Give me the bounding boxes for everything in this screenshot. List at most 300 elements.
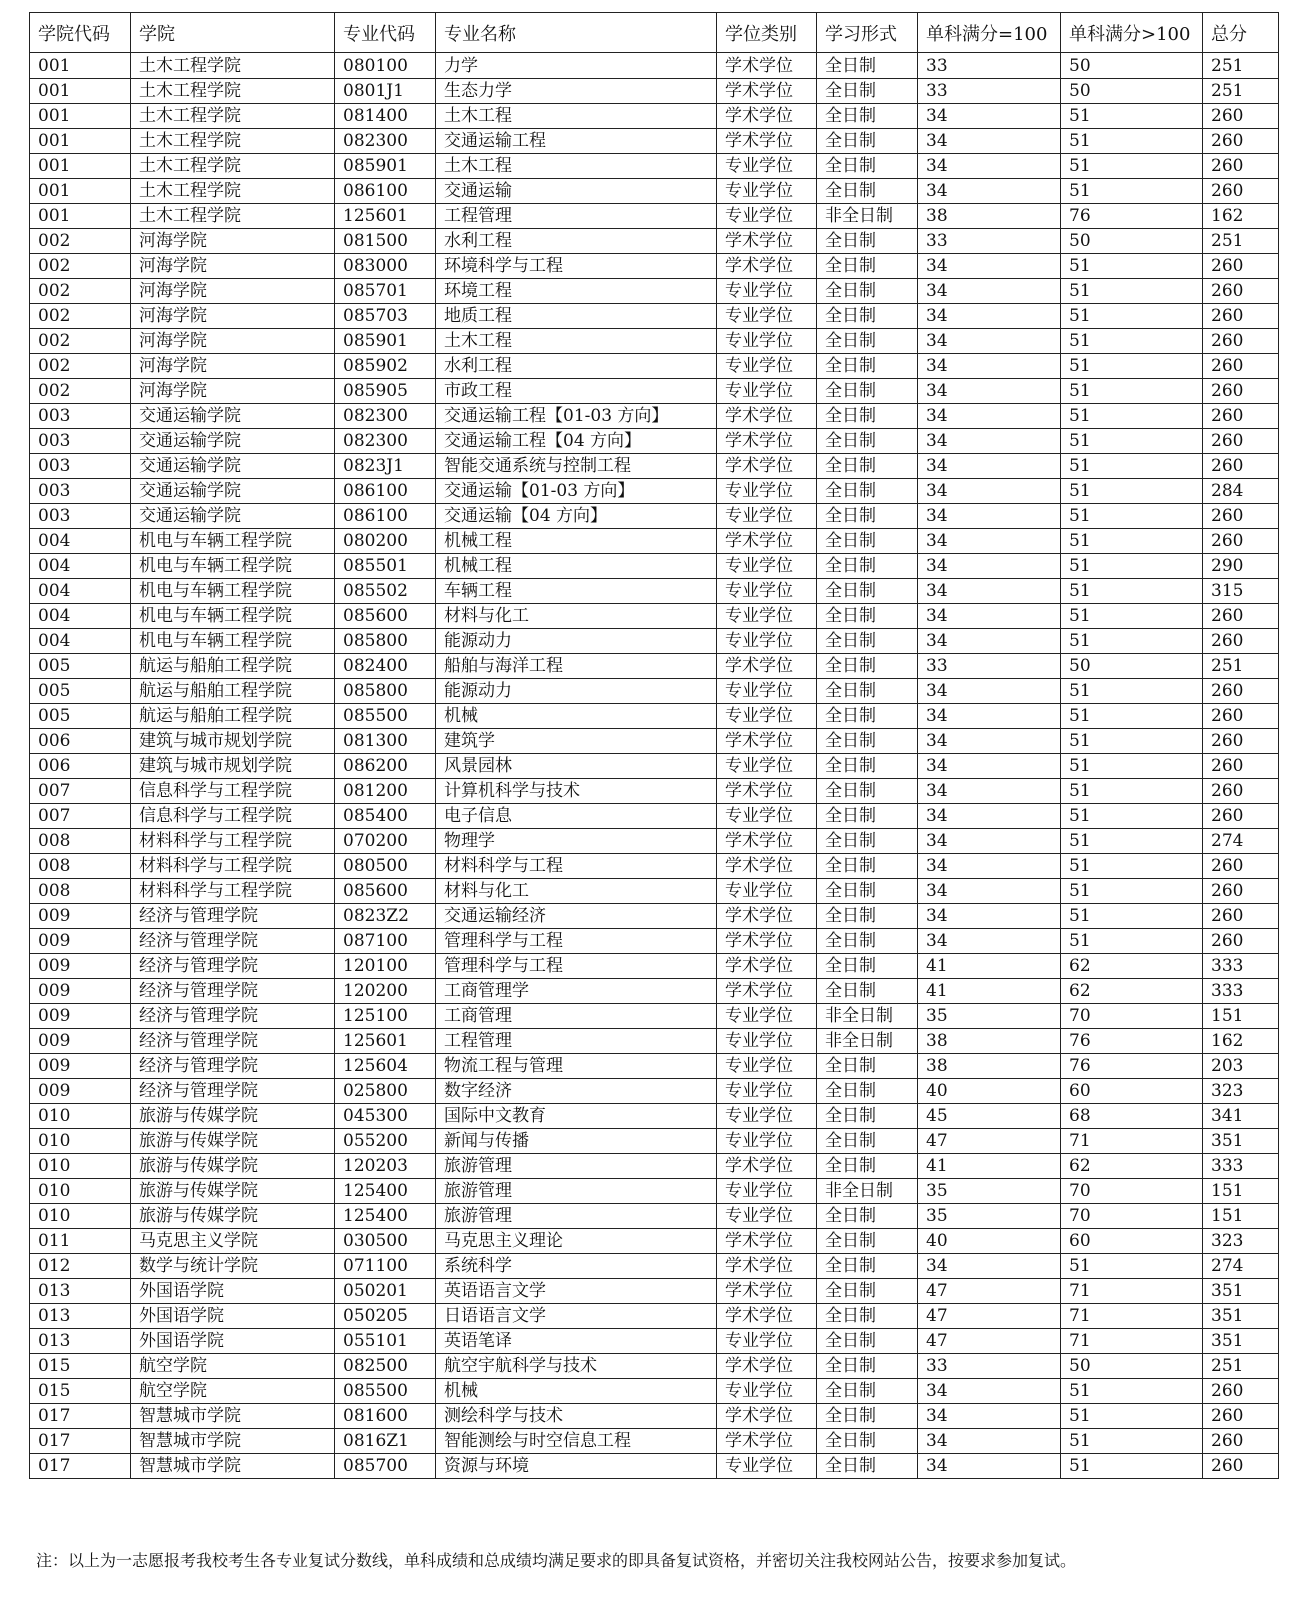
table-row bbox=[30, 729, 1279, 754]
college-code-cell: 002 bbox=[30, 329, 131, 354]
study-mode-cell: 全日制 bbox=[817, 329, 918, 354]
single-100-cell: 34 bbox=[918, 554, 1061, 579]
total-cell: 260 bbox=[1203, 129, 1279, 154]
major-code-cell: 085901 bbox=[335, 329, 436, 354]
degree-type-cell: 学术学位 bbox=[717, 1229, 817, 1254]
major-name-cell: 交通运输【04 方向】 bbox=[436, 504, 717, 529]
table-row bbox=[30, 1329, 1279, 1354]
college-cell: 航空学院 bbox=[131, 1379, 335, 1404]
total-cell: 260 bbox=[1203, 929, 1279, 954]
table-header bbox=[30, 13, 1279, 53]
study-mode-cell: 全日制 bbox=[817, 229, 918, 254]
single-over-100-cell: 50 bbox=[1061, 654, 1203, 679]
college-cell: 马克思主义学院 bbox=[131, 1229, 335, 1254]
total-cell: 274 bbox=[1203, 1254, 1279, 1279]
college-cell: 土木工程学院 bbox=[131, 179, 335, 204]
degree-type-cell: 专业学位 bbox=[717, 679, 817, 704]
degree-type-cell: 专业学位 bbox=[717, 304, 817, 329]
college-cell: 机电与车辆工程学院 bbox=[131, 629, 335, 654]
single-100-cell: 34 bbox=[918, 779, 1061, 804]
single-100-cell: 34 bbox=[918, 1429, 1061, 1454]
single-over-100-cell: 51 bbox=[1061, 679, 1203, 704]
major-name-cell: 材料与化工 bbox=[436, 879, 717, 904]
table-row bbox=[30, 1079, 1279, 1104]
single-100-cell: 34 bbox=[918, 579, 1061, 604]
major-name-cell: 航空宇航科学与技术 bbox=[436, 1354, 717, 1379]
degree-type-cell: 学术学位 bbox=[717, 229, 817, 254]
college-code-cell: 015 bbox=[30, 1379, 131, 1404]
degree-type-cell: 专业学位 bbox=[717, 629, 817, 654]
table-row bbox=[30, 1404, 1279, 1429]
study-mode-cell: 全日制 bbox=[817, 454, 918, 479]
college-cell: 外国语学院 bbox=[131, 1329, 335, 1354]
table-row bbox=[30, 704, 1279, 729]
college-cell: 旅游与传媒学院 bbox=[131, 1154, 335, 1179]
major-name-cell: 材料科学与工程 bbox=[436, 854, 717, 879]
single-over-100-cell: 70 bbox=[1061, 1004, 1203, 1029]
college-code-cell: 017 bbox=[30, 1454, 131, 1479]
major-name-header: 专业名称 bbox=[436, 13, 717, 53]
college-code-cell: 003 bbox=[30, 429, 131, 454]
single-100-cell: 34 bbox=[918, 829, 1061, 854]
study-mode-cell: 全日制 bbox=[817, 679, 918, 704]
college-code-cell: 002 bbox=[30, 254, 131, 279]
table-row bbox=[30, 1304, 1279, 1329]
degree-type-cell: 专业学位 bbox=[717, 179, 817, 204]
study-mode-cell: 非全日制 bbox=[817, 1004, 918, 1029]
study-mode-cell: 全日制 bbox=[817, 254, 918, 279]
single-over-100-cell: 51 bbox=[1061, 1454, 1203, 1479]
degree-type-cell: 专业学位 bbox=[717, 379, 817, 404]
college-code-cell: 017 bbox=[30, 1404, 131, 1429]
major-code-cell: 085501 bbox=[335, 554, 436, 579]
study-mode-cell: 全日制 bbox=[817, 504, 918, 529]
single-over-100-cell: 51 bbox=[1061, 804, 1203, 829]
study-mode-cell: 全日制 bbox=[817, 1279, 918, 1304]
total-cell: 260 bbox=[1203, 904, 1279, 929]
major-code-cell: 085600 bbox=[335, 879, 436, 904]
table-row bbox=[30, 1054, 1279, 1079]
study-mode-cell: 全日制 bbox=[817, 354, 918, 379]
table-row bbox=[30, 1004, 1279, 1029]
total-cell: 251 bbox=[1203, 1354, 1279, 1379]
study-mode-cell: 全日制 bbox=[817, 429, 918, 454]
college-cell: 交通运输学院 bbox=[131, 454, 335, 479]
college-cell: 旅游与传媒学院 bbox=[131, 1104, 335, 1129]
study-mode-cell: 全日制 bbox=[817, 104, 918, 129]
college-cell: 河海学院 bbox=[131, 304, 335, 329]
college-code-cell: 011 bbox=[30, 1229, 131, 1254]
single-over-100-cell: 51 bbox=[1061, 729, 1203, 754]
single-100-cell: 34 bbox=[918, 429, 1061, 454]
single-100-cell: 40 bbox=[918, 1079, 1061, 1104]
major-name-cell: 水利工程 bbox=[436, 354, 717, 379]
degree-type-cell: 专业学位 bbox=[717, 1379, 817, 1404]
college-cell: 旅游与传媒学院 bbox=[131, 1179, 335, 1204]
college-cell: 交通运输学院 bbox=[131, 404, 335, 429]
study-mode-cell: 全日制 bbox=[817, 704, 918, 729]
study-mode-cell: 全日制 bbox=[817, 1154, 918, 1179]
total-cell: 351 bbox=[1203, 1304, 1279, 1329]
major-code-cell: 085902 bbox=[335, 354, 436, 379]
college-cell: 旅游与传媒学院 bbox=[131, 1204, 335, 1229]
single-100-cell: 34 bbox=[918, 454, 1061, 479]
college-cell: 材料科学与工程学院 bbox=[131, 879, 335, 904]
college-cell: 信息科学与工程学院 bbox=[131, 804, 335, 829]
degree-type-header: 学位类别 bbox=[717, 13, 817, 53]
college-cell: 旅游与传媒学院 bbox=[131, 1129, 335, 1154]
degree-type-cell: 专业学位 bbox=[717, 579, 817, 604]
single-over-100-cell: 51 bbox=[1061, 104, 1203, 129]
single-over-100-cell: 71 bbox=[1061, 1129, 1203, 1154]
total-cell: 151 bbox=[1203, 1179, 1279, 1204]
single-100-cell: 34 bbox=[918, 679, 1061, 704]
major-name-cell: 机械工程 bbox=[436, 529, 717, 554]
major-name-cell: 能源动力 bbox=[436, 679, 717, 704]
total-cell: 333 bbox=[1203, 979, 1279, 1004]
study-mode-cell: 全日制 bbox=[817, 954, 918, 979]
study-mode-cell: 全日制 bbox=[817, 379, 918, 404]
single-over-100-cell: 50 bbox=[1061, 229, 1203, 254]
table-row bbox=[30, 954, 1279, 979]
study-mode-cell: 全日制 bbox=[817, 154, 918, 179]
major-name-cell: 系统科学 bbox=[436, 1254, 717, 1279]
single-100-cell: 34 bbox=[918, 729, 1061, 754]
total-cell: 351 bbox=[1203, 1129, 1279, 1154]
total-cell: 260 bbox=[1203, 279, 1279, 304]
single-over-100-cell: 51 bbox=[1061, 404, 1203, 429]
college-cell: 信息科学与工程学院 bbox=[131, 779, 335, 804]
college-cell: 外国语学院 bbox=[131, 1279, 335, 1304]
study-mode-cell: 全日制 bbox=[817, 1429, 918, 1454]
degree-type-cell: 学术学位 bbox=[717, 904, 817, 929]
single-100-cell: 34 bbox=[918, 604, 1061, 629]
single-over-100-cell: 51 bbox=[1061, 154, 1203, 179]
degree-type-cell: 学术学位 bbox=[717, 129, 817, 154]
college-code-cell: 001 bbox=[30, 104, 131, 129]
total-cell: 260 bbox=[1203, 379, 1279, 404]
total-cell: 162 bbox=[1203, 204, 1279, 229]
table-row bbox=[30, 1229, 1279, 1254]
college-code-cell: 007 bbox=[30, 804, 131, 829]
major-code-cell: 081400 bbox=[335, 104, 436, 129]
single-over-100-cell: 51 bbox=[1061, 1254, 1203, 1279]
single-over-100-cell: 71 bbox=[1061, 1279, 1203, 1304]
degree-type-cell: 专业学位 bbox=[717, 479, 817, 504]
table-row bbox=[30, 579, 1279, 604]
degree-type-cell: 学术学位 bbox=[717, 254, 817, 279]
single-100-cell: 34 bbox=[918, 179, 1061, 204]
single-over-100-cell: 51 bbox=[1061, 1404, 1203, 1429]
degree-type-cell: 学术学位 bbox=[717, 729, 817, 754]
college-cell: 土木工程学院 bbox=[131, 104, 335, 129]
study-mode-cell: 全日制 bbox=[817, 554, 918, 579]
major-code-cell: 086200 bbox=[335, 754, 436, 779]
major-code-cell: 082300 bbox=[335, 129, 436, 154]
college-cell: 智慧城市学院 bbox=[131, 1404, 335, 1429]
major-name-cell: 物理学 bbox=[436, 829, 717, 854]
table-row bbox=[30, 654, 1279, 679]
major-name-cell: 英语语言文学 bbox=[436, 1279, 717, 1304]
college-code-cell: 006 bbox=[30, 729, 131, 754]
college-code-cell: 001 bbox=[30, 53, 131, 79]
college-cell: 航空学院 bbox=[131, 1354, 335, 1379]
major-code-cell: 082300 bbox=[335, 404, 436, 429]
single-over-100-cell: 51 bbox=[1061, 504, 1203, 529]
footnote: 注：以上为一志愿报考我校考生各专业复试分数线，单科成绩和总成绩均满足要求的即具备复试资格，并密切关注我校网站公告，按要求参加复试。 bbox=[36, 1551, 1077, 1570]
single-100-cell: 35 bbox=[918, 1179, 1061, 1204]
degree-type-cell: 学术学位 bbox=[717, 1154, 817, 1179]
single-100-cell: 34 bbox=[918, 479, 1061, 504]
total-cell: 260 bbox=[1203, 704, 1279, 729]
single-over-100-cell: 51 bbox=[1061, 179, 1203, 204]
degree-type-cell: 学术学位 bbox=[717, 53, 817, 79]
single-100-cell: 34 bbox=[918, 904, 1061, 929]
total-cell: 260 bbox=[1203, 404, 1279, 429]
single-100-cell: 34 bbox=[918, 529, 1061, 554]
major-code-cell: 0823J1 bbox=[335, 454, 436, 479]
total-cell: 315 bbox=[1203, 579, 1279, 604]
single-100-cell: 34 bbox=[918, 504, 1061, 529]
table-row bbox=[30, 1179, 1279, 1204]
table-row bbox=[30, 304, 1279, 329]
college-code-cell: 007 bbox=[30, 779, 131, 804]
single-100-cell: 33 bbox=[918, 229, 1061, 254]
study-mode-cell: 全日制 bbox=[817, 179, 918, 204]
single-100-cell: 33 bbox=[918, 79, 1061, 104]
major-code-cell: 085905 bbox=[335, 379, 436, 404]
single-100-cell: 34 bbox=[918, 1404, 1061, 1429]
college-cell: 土木工程学院 bbox=[131, 129, 335, 154]
major-code-cell: 082500 bbox=[335, 1354, 436, 1379]
score-table bbox=[29, 12, 1279, 1479]
total-header: 总分 bbox=[1203, 13, 1279, 53]
total-cell: 323 bbox=[1203, 1229, 1279, 1254]
college-code-cell: 004 bbox=[30, 629, 131, 654]
single-over-100-cell: 51 bbox=[1061, 454, 1203, 479]
major-name-cell: 英语笔译 bbox=[436, 1329, 717, 1354]
table-row bbox=[30, 904, 1279, 929]
table-row bbox=[30, 979, 1279, 1004]
college-code-cell: 009 bbox=[30, 1029, 131, 1054]
major-code-cell: 055101 bbox=[335, 1329, 436, 1354]
major-code-cell: 125400 bbox=[335, 1179, 436, 1204]
major-name-cell: 交通运输 bbox=[436, 179, 717, 204]
study-mode-cell: 全日制 bbox=[817, 929, 918, 954]
single-over-100-cell: 51 bbox=[1061, 304, 1203, 329]
college-code-cell: 004 bbox=[30, 554, 131, 579]
college-cell: 材料科学与工程学院 bbox=[131, 854, 335, 879]
total-cell: 323 bbox=[1203, 1079, 1279, 1104]
college-cell: 经济与管理学院 bbox=[131, 1029, 335, 1054]
degree-type-cell: 学术学位 bbox=[717, 454, 817, 479]
single-100-cell: 41 bbox=[918, 954, 1061, 979]
single-over-100-cell: 76 bbox=[1061, 1029, 1203, 1054]
college-cell: 航运与船舶工程学院 bbox=[131, 679, 335, 704]
table-row bbox=[30, 1029, 1279, 1054]
table-row bbox=[30, 929, 1279, 954]
single-over-100-cell: 70 bbox=[1061, 1179, 1203, 1204]
table-row bbox=[30, 379, 1279, 404]
single-100-cell: 38 bbox=[918, 1029, 1061, 1054]
college-code-cell: 015 bbox=[30, 1354, 131, 1379]
single-over-100-cell: 51 bbox=[1061, 279, 1203, 304]
single-over-100-cell: 51 bbox=[1061, 879, 1203, 904]
total-cell: 260 bbox=[1203, 854, 1279, 879]
degree-type-cell: 专业学位 bbox=[717, 804, 817, 829]
college-code-cell: 002 bbox=[30, 304, 131, 329]
major-code-cell: 080100 bbox=[335, 53, 436, 79]
college-code-cell: 009 bbox=[30, 954, 131, 979]
major-code-cell: 0823Z2 bbox=[335, 904, 436, 929]
college-code-cell: 017 bbox=[30, 1429, 131, 1454]
single-100-cell: 41 bbox=[918, 1154, 1061, 1179]
major-name-cell: 智能测绘与时空信息工程 bbox=[436, 1429, 717, 1454]
header-row bbox=[30, 13, 1279, 53]
total-cell: 260 bbox=[1203, 754, 1279, 779]
degree-type-cell: 专业学位 bbox=[717, 1079, 817, 1104]
major-name-cell: 旅游管理 bbox=[436, 1154, 717, 1179]
major-code-cell: 082300 bbox=[335, 429, 436, 454]
single-100-cell: 33 bbox=[918, 1354, 1061, 1379]
single-100-cell: 34 bbox=[918, 1454, 1061, 1479]
single-100-cell: 34 bbox=[918, 404, 1061, 429]
major-name-cell: 机械 bbox=[436, 704, 717, 729]
major-name-cell: 交通运输经济 bbox=[436, 904, 717, 929]
college-cell: 经济与管理学院 bbox=[131, 1004, 335, 1029]
table-row bbox=[30, 829, 1279, 854]
college-code-cell: 012 bbox=[30, 1254, 131, 1279]
study-mode-cell: 全日制 bbox=[817, 804, 918, 829]
degree-type-cell: 专业学位 bbox=[717, 1004, 817, 1029]
table-row bbox=[30, 154, 1279, 179]
table-row bbox=[30, 754, 1279, 779]
college-cell: 河海学院 bbox=[131, 229, 335, 254]
major-name-cell: 旅游管理 bbox=[436, 1204, 717, 1229]
total-cell: 260 bbox=[1203, 504, 1279, 529]
degree-type-cell: 专业学位 bbox=[717, 1454, 817, 1479]
college-cell: 土木工程学院 bbox=[131, 204, 335, 229]
degree-type-cell: 专业学位 bbox=[717, 1129, 817, 1154]
total-cell: 260 bbox=[1203, 529, 1279, 554]
college-code-cell: 005 bbox=[30, 704, 131, 729]
degree-type-cell: 学术学位 bbox=[717, 429, 817, 454]
college-code-cell: 002 bbox=[30, 354, 131, 379]
study-mode-cell: 全日制 bbox=[817, 904, 918, 929]
major-code-header: 专业代码 bbox=[335, 13, 436, 53]
major-code-cell: 085400 bbox=[335, 804, 436, 829]
major-name-cell: 土木工程 bbox=[436, 154, 717, 179]
single-100-cell: 47 bbox=[918, 1304, 1061, 1329]
college-code-cell: 010 bbox=[30, 1154, 131, 1179]
degree-type-cell: 专业学位 bbox=[717, 1029, 817, 1054]
table-row bbox=[30, 179, 1279, 204]
major-code-cell: 120203 bbox=[335, 1154, 436, 1179]
table-row bbox=[30, 1429, 1279, 1454]
single-over-100-cell: 50 bbox=[1061, 79, 1203, 104]
college-cell: 材料科学与工程学院 bbox=[131, 829, 335, 854]
major-name-cell: 机械 bbox=[436, 1379, 717, 1404]
major-name-cell: 土木工程 bbox=[436, 329, 717, 354]
single-100-cell: 35 bbox=[918, 1204, 1061, 1229]
table-row bbox=[30, 354, 1279, 379]
total-cell: 260 bbox=[1203, 304, 1279, 329]
college-cell: 建筑与城市规划学院 bbox=[131, 754, 335, 779]
single-100-cell: 45 bbox=[918, 1104, 1061, 1129]
study-mode-cell: 全日制 bbox=[817, 579, 918, 604]
single-100-cell: 34 bbox=[918, 629, 1061, 654]
single-over-100-cell: 71 bbox=[1061, 1329, 1203, 1354]
major-code-cell: 087100 bbox=[335, 929, 436, 954]
major-name-cell: 日语语言文学 bbox=[436, 1304, 717, 1329]
total-cell: 260 bbox=[1203, 154, 1279, 179]
table-row bbox=[30, 1254, 1279, 1279]
degree-type-cell: 学术学位 bbox=[717, 1254, 817, 1279]
college-cell: 航运与船舶工程学院 bbox=[131, 654, 335, 679]
college-code-cell: 005 bbox=[30, 654, 131, 679]
college-code-cell: 001 bbox=[30, 179, 131, 204]
major-name-cell: 计算机科学与技术 bbox=[436, 779, 717, 804]
major-code-cell: 085800 bbox=[335, 679, 436, 704]
degree-type-cell: 学术学位 bbox=[717, 779, 817, 804]
single-100-cell: 34 bbox=[918, 804, 1061, 829]
study-mode-cell: 非全日制 bbox=[817, 1029, 918, 1054]
major-code-cell: 081300 bbox=[335, 729, 436, 754]
degree-type-cell: 专业学位 bbox=[717, 329, 817, 354]
total-cell: 260 bbox=[1203, 329, 1279, 354]
major-code-cell: 080500 bbox=[335, 854, 436, 879]
single-100-cell: 33 bbox=[918, 53, 1061, 79]
table-body bbox=[30, 53, 1279, 1479]
degree-type-cell: 专业学位 bbox=[717, 554, 817, 579]
major-code-cell: 085500 bbox=[335, 704, 436, 729]
single-over-100-cell: 51 bbox=[1061, 1379, 1203, 1404]
college-cell: 机电与车辆工程学院 bbox=[131, 554, 335, 579]
table-row bbox=[30, 879, 1279, 904]
study-mode-cell: 全日制 bbox=[817, 629, 918, 654]
major-code-cell: 083000 bbox=[335, 254, 436, 279]
table-row bbox=[30, 804, 1279, 829]
study-mode-cell: 非全日制 bbox=[817, 204, 918, 229]
college-cell: 外国语学院 bbox=[131, 1304, 335, 1329]
major-code-cell: 025800 bbox=[335, 1079, 436, 1104]
study-mode-cell: 全日制 bbox=[817, 479, 918, 504]
study-mode-cell: 全日制 bbox=[817, 1204, 918, 1229]
college-cell: 土木工程学院 bbox=[131, 53, 335, 79]
major-code-cell: 085600 bbox=[335, 604, 436, 629]
single-100-cell: 34 bbox=[918, 854, 1061, 879]
degree-type-cell: 专业学位 bbox=[717, 1054, 817, 1079]
table-row bbox=[30, 679, 1279, 704]
major-name-cell: 数字经济 bbox=[436, 1079, 717, 1104]
major-name-cell: 能源动力 bbox=[436, 629, 717, 654]
degree-type-cell: 专业学位 bbox=[717, 604, 817, 629]
single-100-cell: 34 bbox=[918, 329, 1061, 354]
major-name-cell: 管理科学与工程 bbox=[436, 954, 717, 979]
total-cell: 333 bbox=[1203, 954, 1279, 979]
degree-type-cell: 学术学位 bbox=[717, 404, 817, 429]
degree-type-cell: 学术学位 bbox=[717, 79, 817, 104]
college-cell: 河海学院 bbox=[131, 329, 335, 354]
college-code-cell: 002 bbox=[30, 379, 131, 404]
single-100-cell: 34 bbox=[918, 354, 1061, 379]
major-name-cell: 土木工程 bbox=[436, 104, 717, 129]
degree-type-cell: 专业学位 bbox=[717, 1179, 817, 1204]
study-mode-cell: 全日制 bbox=[817, 729, 918, 754]
major-code-cell: 070200 bbox=[335, 829, 436, 854]
major-code-cell: 125601 bbox=[335, 204, 436, 229]
single-100-cell: 35 bbox=[918, 1004, 1061, 1029]
